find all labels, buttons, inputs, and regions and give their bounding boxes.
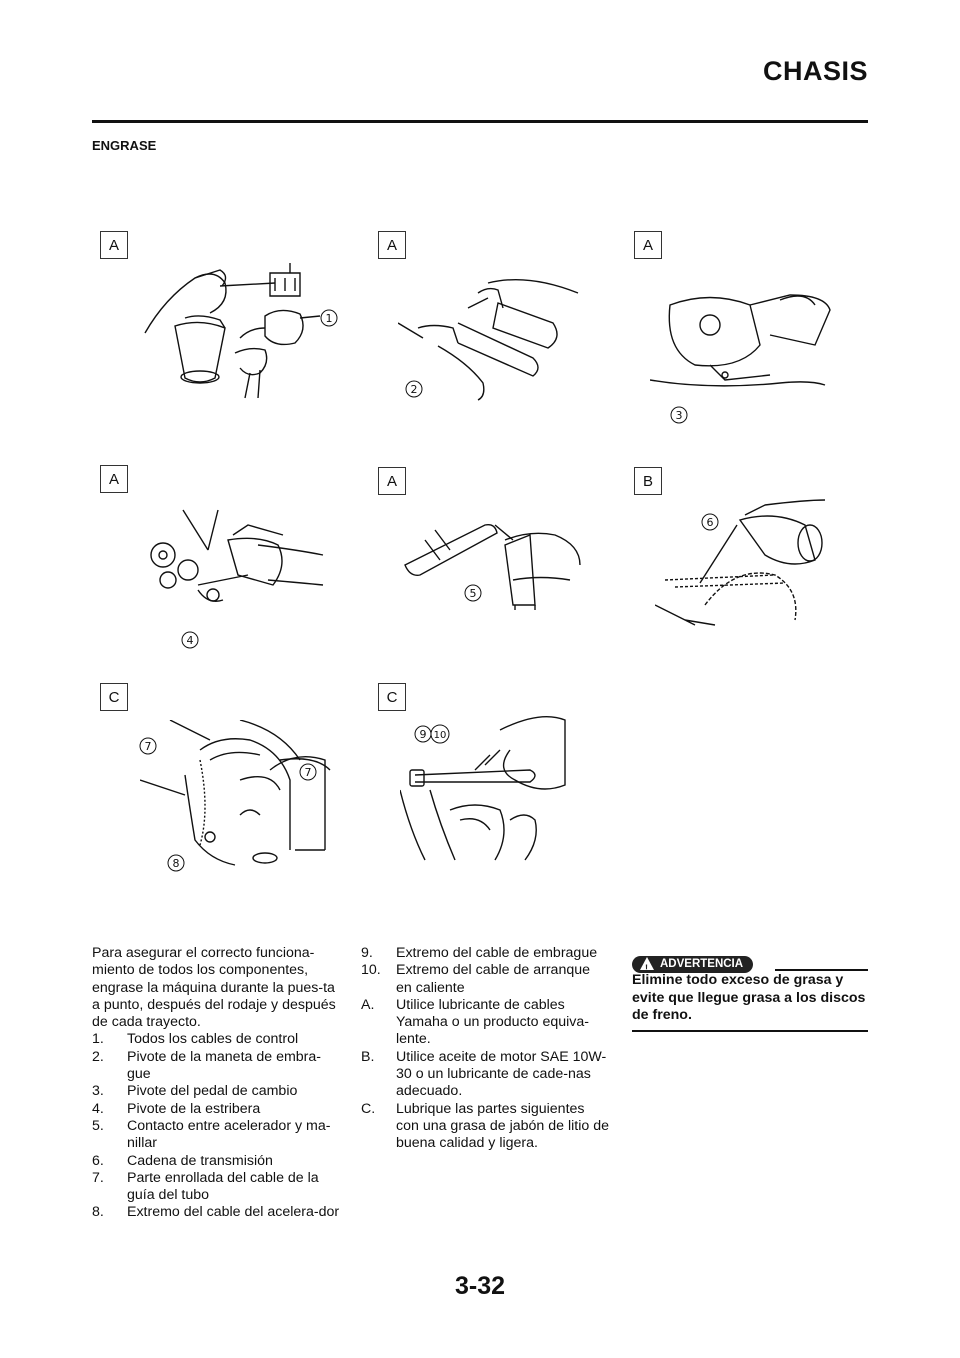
list-item: 2. Pivote de la maneta de embra-gue bbox=[92, 1048, 322, 1083]
svg-text:7: 7 bbox=[304, 766, 312, 779]
warning-bottom-rule bbox=[632, 1030, 868, 1032]
svg-text:10: 10 bbox=[433, 730, 447, 741]
intro-paragraph: Para asegurar el correcto funciona-miento de todos los componentes, engrase la máquina durante la pues-ta a punto, después del rodaje y después de cada trayecto. bbox=[92, 945, 336, 1031]
callout-10 bbox=[429, 724, 451, 744]
list-item: B. Utilice aceite de motor SAE 10W-30 o un lubricante de cade-nas adecuado. bbox=[361, 1048, 607, 1100]
svg-text:1: 1 bbox=[325, 312, 333, 325]
page-number: 3-32 bbox=[454, 1272, 506, 1300]
callout-3 bbox=[669, 405, 689, 425]
illustration-throttle-handlebar bbox=[395, 505, 585, 615]
list-item: 3. Pivote del pedal de cambio bbox=[92, 1083, 298, 1100]
list-item: 10. Extremo del cable de arranque en caliente bbox=[361, 962, 591, 996]
page-header-title: CHASIS bbox=[762, 56, 868, 86]
svg-text:9: 9 bbox=[419, 728, 427, 741]
svg-text:2: 2 bbox=[410, 383, 418, 396]
section-title: ENGRASE bbox=[92, 138, 157, 153]
illustration-cable-lubrication bbox=[140, 258, 350, 403]
svg-text:7: 7 bbox=[144, 740, 152, 753]
warning-text: Elimine todo exceso de grasa y evite que llegue grasa a los discos de freno. bbox=[632, 972, 866, 1023]
svg-text:5: 5 bbox=[469, 587, 477, 600]
illustration-clutch-lever bbox=[398, 268, 588, 408]
text-column-1 bbox=[92, 945, 340, 1222]
illustration-footrest-pivot bbox=[138, 505, 328, 620]
figure-label: B bbox=[634, 467, 662, 495]
text-column-2 bbox=[361, 945, 609, 1153]
list-item: 1. Todos los cables de control bbox=[92, 1031, 299, 1048]
figure-label: A bbox=[100, 231, 128, 259]
figure-label: C bbox=[378, 683, 406, 711]
callout-7b bbox=[298, 762, 318, 782]
callout-1 bbox=[319, 308, 339, 328]
callout-2 bbox=[404, 379, 424, 399]
list-item: 4. Pivote de la estribera bbox=[92, 1100, 261, 1117]
callout-6 bbox=[700, 512, 720, 532]
list-item: 9. Extremo del cable de embrague bbox=[361, 945, 598, 961]
callout-7a bbox=[138, 736, 158, 756]
figure-label: C bbox=[100, 683, 128, 711]
header-rule bbox=[92, 120, 868, 123]
illustration-tube-guide bbox=[140, 720, 340, 870]
warning-rule bbox=[775, 969, 868, 971]
callout-5 bbox=[463, 583, 483, 603]
list-item: C. Lubrique las partes siguientes con una grasa de jabón de litio de buena calidad y ligera. bbox=[361, 1100, 609, 1152]
list-item: 7. Parte enrollada del cable de la guía del tubo bbox=[92, 1169, 319, 1204]
figure-label: A bbox=[100, 465, 128, 493]
svg-text:6: 6 bbox=[706, 516, 714, 529]
list-item: 6. Cadena de transmisión bbox=[92, 1152, 273, 1169]
figure-label: A bbox=[378, 467, 406, 495]
svg-text:8: 8 bbox=[172, 857, 180, 870]
list-item: A. Utilice lubricante de cables Yamaha o un producto equiva-lente. bbox=[361, 996, 589, 1048]
list-item: 8. Extremo del cable del acelera-dor bbox=[92, 1204, 340, 1221]
illustration-drive-chain bbox=[655, 495, 835, 630]
callout-8 bbox=[166, 853, 186, 873]
svg-text:4: 4 bbox=[186, 634, 194, 647]
svg-text:3: 3 bbox=[675, 409, 683, 422]
figure-label: A bbox=[378, 231, 406, 259]
illustration-shift-pedal bbox=[650, 285, 840, 405]
figure-label: A bbox=[634, 231, 662, 259]
callout-4 bbox=[180, 630, 200, 650]
list-item: 5. Contacto entre acelerador y ma-nillar bbox=[92, 1117, 331, 1152]
warning-badge: ! ADVERTENCIA bbox=[632, 956, 753, 973]
